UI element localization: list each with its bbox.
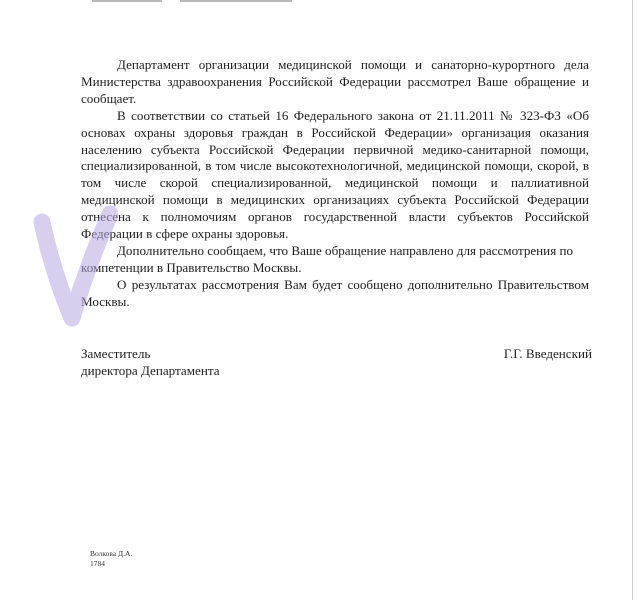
top-edge-fragment	[180, 0, 292, 2]
letter-body	[81, 57, 589, 311]
paragraph-result: О результатах рассмотрения Вам будет сообщено дополнительно Правительством Москвы.	[81, 276, 589, 309]
check-mark-icon	[28, 200, 118, 330]
paragraph-law: В соответствии со статьей 16 Федерального закона от 21.11.2011 № 323-ФЗ «Об основах охраны здоровья граждан в Российской Федерации» организация оказания населению субъекта Российской Федерации первичной медико-санитарной помощи, специализированной, в том числе высокотехнологичной, медицинской помощи, скорой, в том числе скорой специализированной, медицинской помощи и паллиативной медицинской помощи в медицинских организациях субъекта Российской Федерации отнесена к полномочиям органов государственной власти субъектов Российской Федерации в сфере охраны здоровья.	[81, 107, 589, 242]
top-edge-fragment	[92, 0, 162, 2]
signatory-position	[81, 346, 220, 380]
page-edge	[632, 0, 633, 600]
signatory-name: Г.Г. Введенский	[503, 346, 592, 361]
paragraph-forwarded: Дополнительно сообщаем, что Ваше обращение направлено для рассмотрения по компетенции в Правительство Москвы.	[81, 242, 574, 275]
paragraph-intro: Департамент организации медицинской помощи и санаторно-курортного дела Министерства здравоохранения Российской Федерации рассмотрел Ваше обращение и сообщает.	[81, 57, 589, 106]
executor-name: Волкова Д.А.	[90, 549, 133, 558]
signatory-position-line2: директора Департамента	[81, 362, 220, 378]
executor-phone: 1784	[90, 559, 105, 568]
signatory-position-line1: Заместитель	[81, 346, 151, 361]
executor-block	[90, 549, 132, 569]
